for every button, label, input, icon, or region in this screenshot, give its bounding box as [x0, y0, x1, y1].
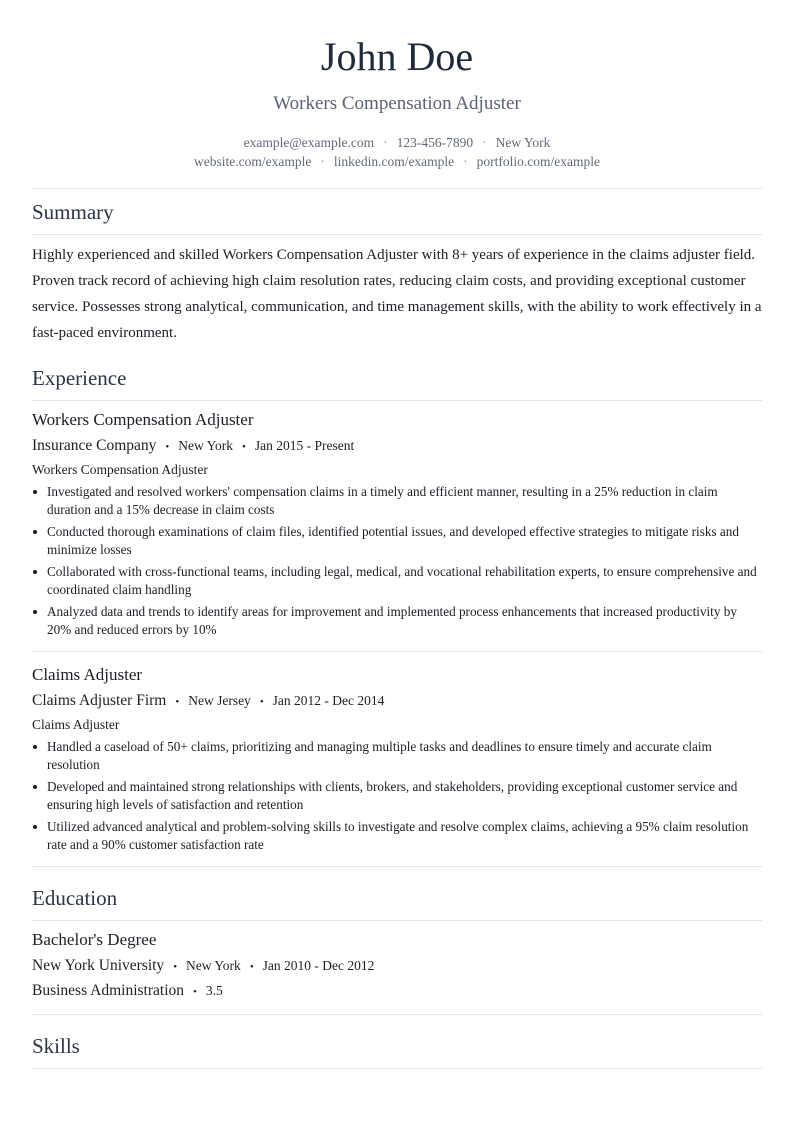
- separator: •: [259, 696, 264, 708]
- separator: ·: [320, 154, 325, 169]
- separator: •: [242, 441, 246, 453]
- separator: •: [249, 961, 254, 973]
- education-dates: Jan 2010 - Dec 2012: [262, 958, 375, 973]
- job-bullets: [32, 483, 762, 643]
- job-location: New York: [178, 438, 234, 453]
- separator: ·: [383, 135, 388, 150]
- job-meta: [32, 691, 384, 712]
- list-item: Developed and maintained strong relationships with clients, brokers, and stakeholders, providing exceptional customer service and ensuring high levels of satisfaction and retention: [32, 778, 762, 814]
- separator: ·: [463, 154, 468, 169]
- divider: [32, 651, 762, 652]
- list-item: Collaborated with cross-functional teams, including legal, medical, and vocational rehabilitation experts, to ensure comprehensive and coordinated claim handling: [32, 563, 762, 599]
- divider: [32, 400, 762, 401]
- job-dates: Jan 2015 - Present: [254, 438, 355, 453]
- divider: [32, 188, 762, 189]
- linkedin-link[interactable]: linkedin.com/example: [333, 154, 455, 169]
- job-dates: Jan 2012 - Dec 2014: [272, 693, 385, 708]
- school-name: New York University: [32, 957, 165, 974]
- phone-number: 123-456-7890: [396, 135, 474, 150]
- website-link[interactable]: website.com/example: [193, 154, 312, 169]
- job-role: Workers Compensation Adjuster: [32, 462, 208, 477]
- contact-line-2: [0, 153, 794, 171]
- company-name: Claims Adjuster Firm: [32, 692, 167, 709]
- divider: [32, 1068, 762, 1069]
- job-title: Claims Adjuster: [32, 665, 143, 684]
- degree: Bachelor's Degree: [32, 930, 157, 949]
- company-name: Insurance Company: [32, 437, 157, 454]
- skills-heading: Skills: [32, 1034, 80, 1058]
- divider: [32, 866, 762, 867]
- summary-heading: Summary: [32, 200, 114, 224]
- job-role: Claims Adjuster: [32, 717, 120, 732]
- separator: •: [165, 441, 170, 453]
- candidate-name: John Doe: [320, 34, 474, 79]
- summary-text: Highly experienced and skilled Workers Compensation Adjuster with 8+ years of experience in the claims adjuster field. Proven track record of achieving high claim resolution rates, reducing claim costs, and providing exceptional customer service. Possesses strong analytical, communication, and time management skills, with the ability to work effectively in a fast-paced environment.: [32, 247, 762, 341]
- email-link[interactable]: example@example.com: [243, 135, 375, 150]
- list-item: Handled a caseload of 50+ claims, prioritizing and managing multiple tasks and deadlines to ensure timely and accurate claim resolution: [32, 738, 762, 774]
- separator: ·: [482, 135, 487, 150]
- contact-line-1: [0, 134, 794, 152]
- job-bullets: [32, 738, 762, 858]
- divider: [32, 234, 762, 235]
- location: New York: [495, 135, 551, 150]
- experience-heading: Experience: [32, 366, 127, 390]
- education-field-meta: [32, 981, 223, 1002]
- separator: •: [193, 986, 197, 998]
- education-heading: Education: [32, 886, 118, 910]
- list-item: Analyzed data and trends to identify areas for improvement and implemented process enhancements that increased productivity by 20% and reduced errors by 10%: [32, 603, 762, 639]
- job-title: Workers Compensation Adjuster: [32, 410, 254, 429]
- separator: •: [173, 961, 178, 973]
- gpa: 3.5: [205, 983, 223, 998]
- school-location: New York: [186, 958, 241, 973]
- job-meta: [32, 436, 354, 457]
- job-location: New Jersey: [188, 693, 251, 708]
- list-item: Investigated and resolved workers' compensation claims in a timely and efficient manner, resulting in a 25% reduction in claim duration and a 15% decrease in claim costs: [32, 483, 762, 519]
- list-item: Conducted thorough examinations of claim files, identified potential issues, and developed effective strategies to mitigate risks and minimize losses: [32, 523, 762, 559]
- field-of-study: Business Administration: [32, 982, 184, 999]
- divider: [32, 1014, 762, 1015]
- separator: •: [175, 696, 180, 708]
- list-item: Utilized advanced analytical and problem-solving skills to investigate and resolve complex claims, achieving a 95% claim resolution rate and a 90% customer satisfaction rate: [32, 818, 762, 854]
- candidate-title: Workers Compensation Adjuster: [273, 93, 521, 114]
- divider: [32, 920, 762, 921]
- education-meta: [32, 956, 374, 977]
- portfolio-link[interactable]: portfolio.com/example: [476, 154, 601, 169]
